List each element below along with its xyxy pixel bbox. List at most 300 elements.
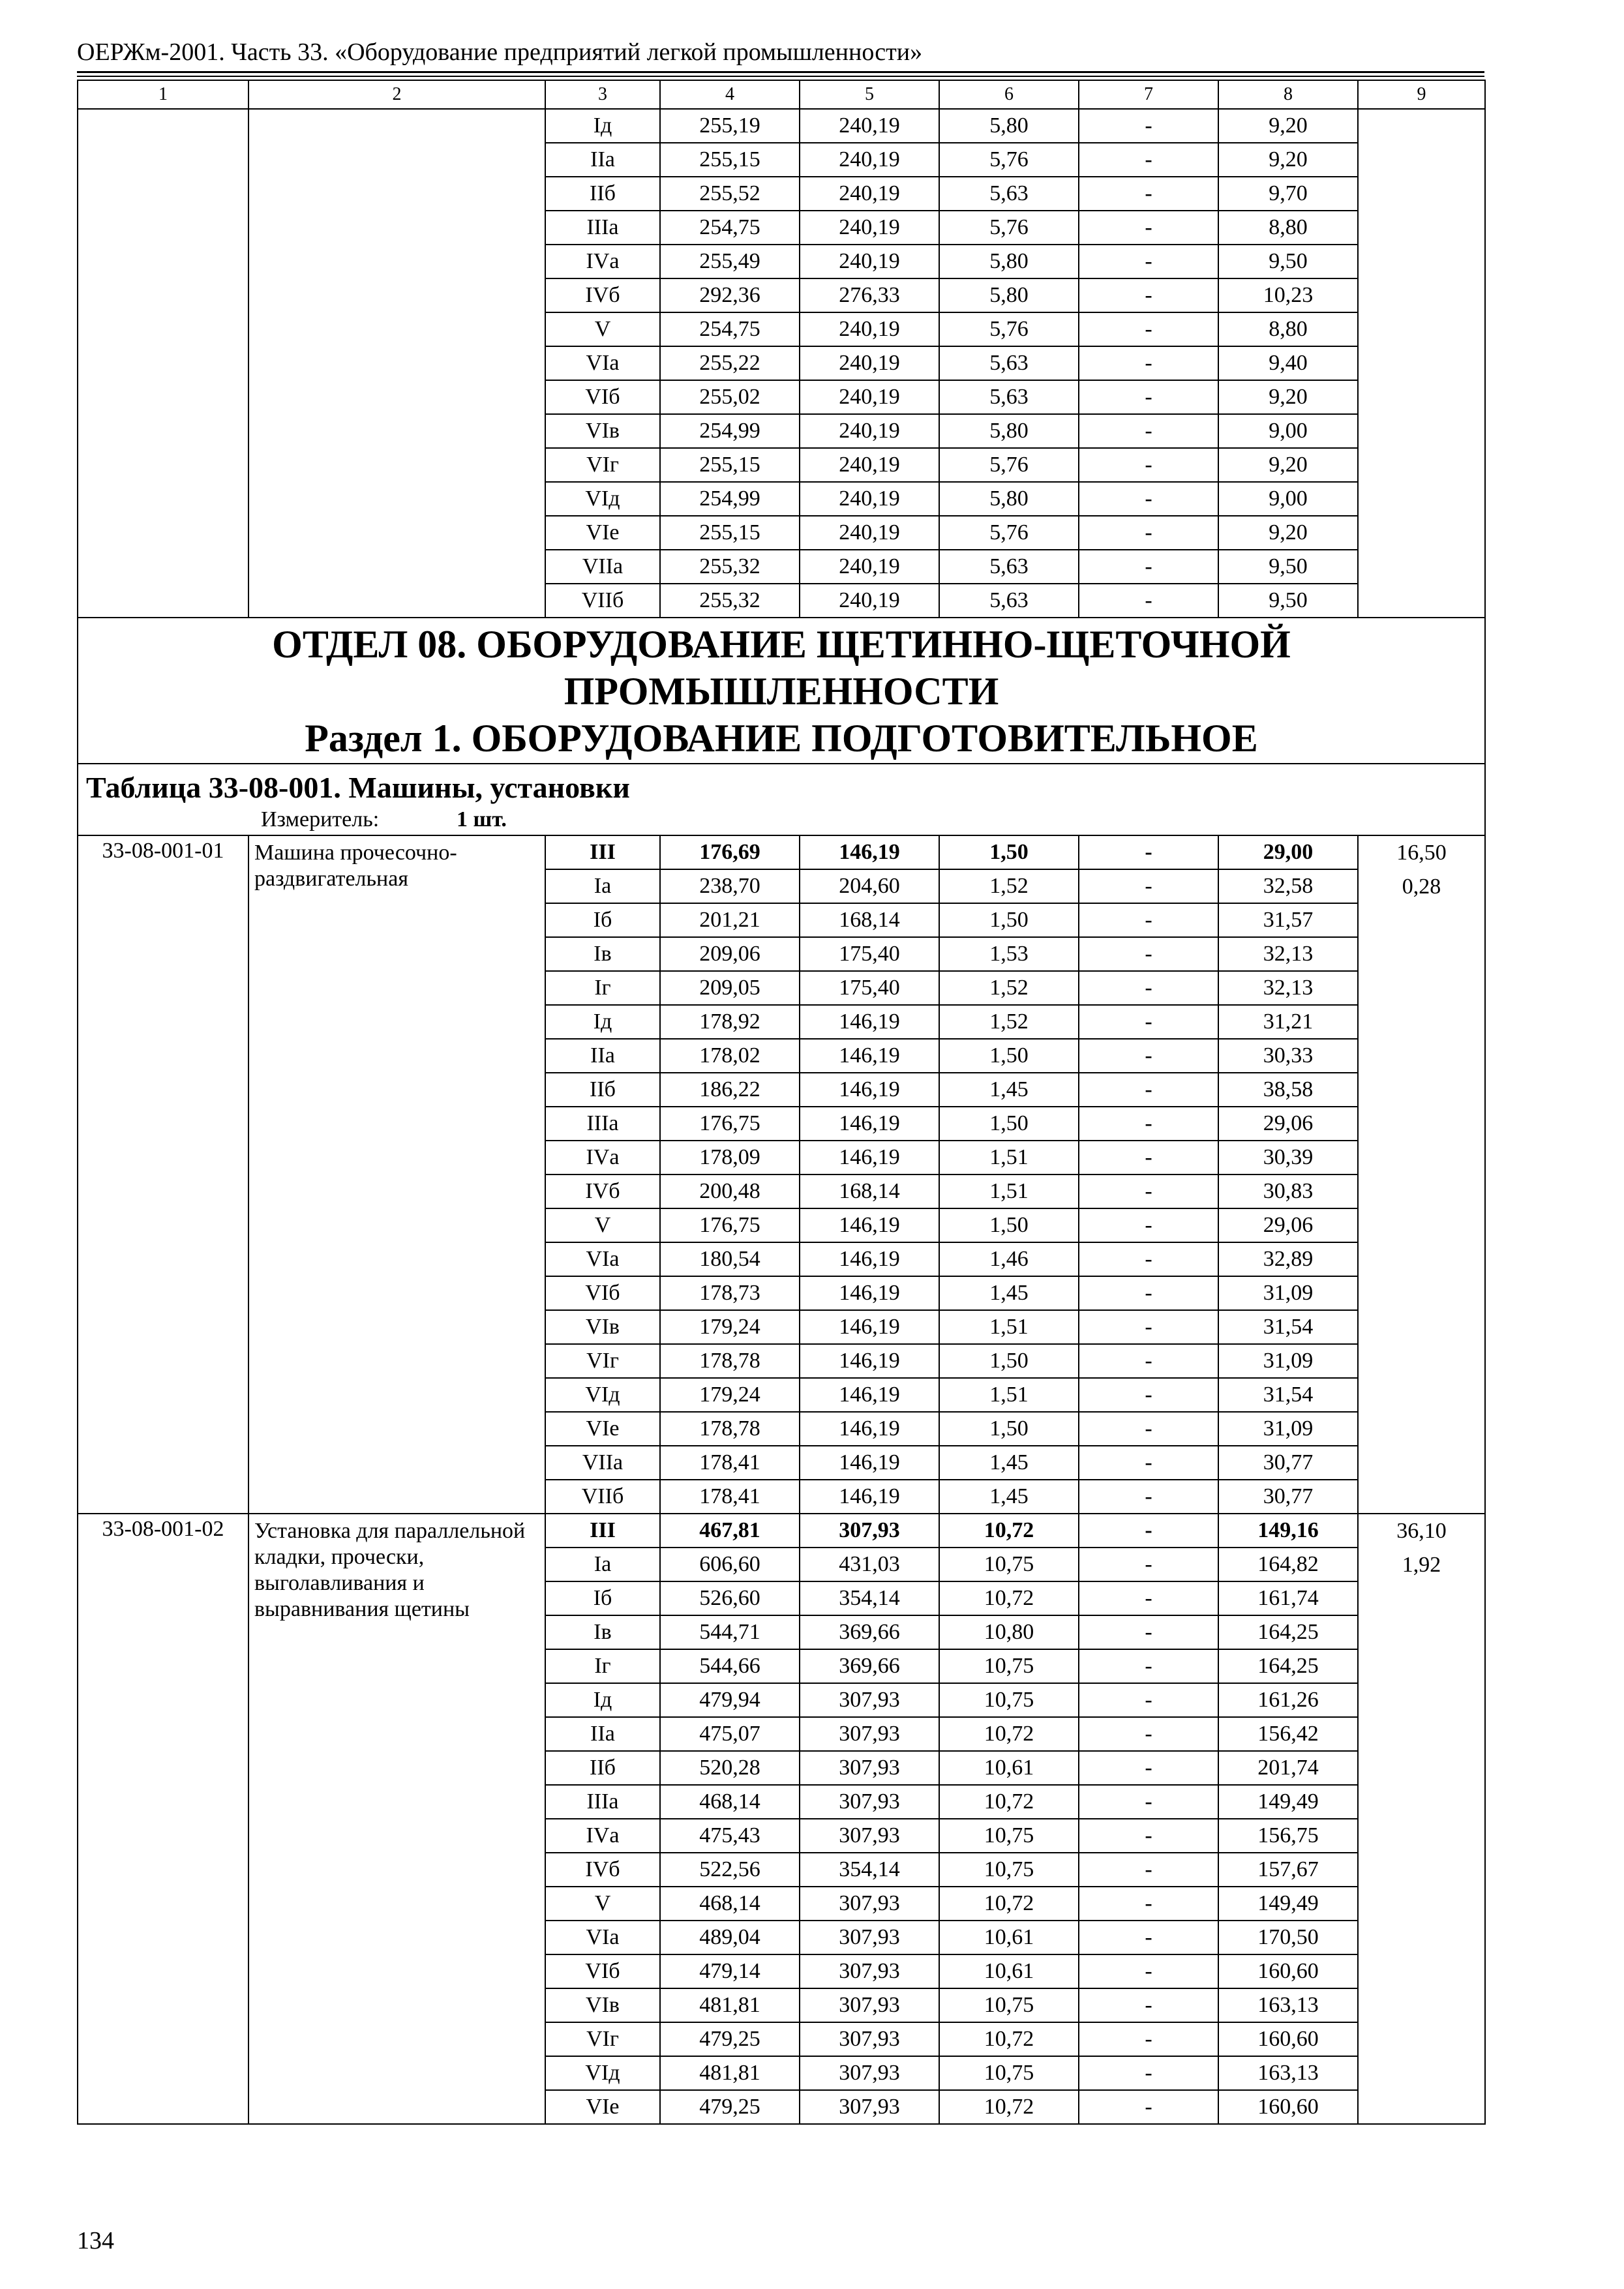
- value-cell: 146,19: [800, 1344, 939, 1378]
- value-cell: -: [1079, 2022, 1218, 2056]
- value-cell: 179,24: [660, 1378, 800, 1412]
- value-cell: 9,20: [1218, 380, 1358, 414]
- value-cell: 176,69: [660, 835, 800, 869]
- value-cell: -: [1079, 516, 1218, 550]
- value-cell: VIг: [545, 1344, 660, 1378]
- value-cell: 168,14: [800, 1174, 939, 1208]
- value-cell: 5,80: [939, 109, 1079, 143]
- value-cell: IVб: [545, 278, 660, 312]
- section-title-line3: Раздел 1. ОБОРУДОВАНИЕ ПОДГОТОВИТЕЛЬНОЕ: [305, 717, 1258, 760]
- value-cell: 149,49: [1218, 1887, 1358, 1921]
- value-cell: 475,07: [660, 1717, 800, 1751]
- value-cell: 146,19: [800, 1412, 939, 1446]
- value-cell: 10,80: [939, 1615, 1079, 1649]
- value-cell: 146,19: [800, 1242, 939, 1276]
- value-cell: 369,66: [800, 1615, 939, 1649]
- value-cell: -: [1079, 1649, 1218, 1683]
- value-cell: 9,00: [1218, 414, 1358, 448]
- value-cell: 240,19: [800, 346, 939, 380]
- value-cell: 5,63: [939, 380, 1079, 414]
- value-cell: 479,94: [660, 1683, 800, 1717]
- value-cell: -: [1079, 1853, 1218, 1887]
- value-cell: IIа: [545, 1717, 660, 1751]
- value-cell: 5,63: [939, 550, 1079, 584]
- value-cell: 5,76: [939, 448, 1079, 482]
- value-cell: Iг: [545, 971, 660, 1005]
- value-cell: 146,19: [800, 1276, 939, 1310]
- value-cell: 156,42: [1218, 1717, 1358, 1751]
- value-cell: 10,61: [939, 1751, 1079, 1785]
- value-cell: 9,20: [1218, 109, 1358, 143]
- value-cell: 29,06: [1218, 1208, 1358, 1242]
- table-row: [78, 1514, 1485, 1548]
- value-cell: -: [1079, 1988, 1218, 2022]
- table-row: [78, 835, 1485, 869]
- value-cell: -: [1079, 278, 1218, 312]
- value-cell: V: [545, 312, 660, 346]
- value-cell: 544,66: [660, 1649, 800, 1683]
- value-cell: 240,19: [800, 245, 939, 278]
- value-cell: 1,45: [939, 1276, 1079, 1310]
- value-cell: Iд: [545, 109, 660, 143]
- value-cell: VIг: [545, 2022, 660, 2056]
- value-cell: 163,13: [1218, 2056, 1358, 2090]
- value-cell: Iд: [545, 1683, 660, 1717]
- value-cell: 178,92: [660, 1005, 800, 1039]
- value-cell: VIб: [545, 380, 660, 414]
- value-cell: 1,50: [939, 1039, 1079, 1073]
- table-title: Таблица 33-08-001. Машины, установки: [86, 771, 630, 804]
- value-cell: 32,89: [1218, 1242, 1358, 1276]
- value-cell: 240,19: [800, 312, 939, 346]
- value-cell: 146,19: [800, 1378, 939, 1412]
- item-code: 33-08-001-02: [78, 1514, 248, 2124]
- value-cell: 240,19: [800, 482, 939, 516]
- value-cell: -: [1079, 1683, 1218, 1717]
- value-cell: 178,41: [660, 1480, 800, 1514]
- value-cell: 255,15: [660, 448, 800, 482]
- value-cell: 307,93: [800, 1954, 939, 1988]
- value-cell: Iа: [545, 869, 660, 903]
- value-cell: 479,25: [660, 2022, 800, 2056]
- value-cell: -: [1079, 448, 1218, 482]
- value-cell: 1,45: [939, 1073, 1079, 1107]
- value-cell: -: [1079, 550, 1218, 584]
- value-cell: -: [1079, 1141, 1218, 1174]
- header-rule-thin: [77, 76, 1484, 77]
- value-cell: -: [1079, 1073, 1218, 1107]
- value-cell: 9,40: [1218, 346, 1358, 380]
- value-cell: 9,20: [1218, 143, 1358, 177]
- value-cell: IVб: [545, 1853, 660, 1887]
- value-cell: 30,33: [1218, 1039, 1358, 1073]
- value-cell: 178,78: [660, 1344, 800, 1378]
- value-cell: 467,81: [660, 1514, 800, 1548]
- value-cell: 240,19: [800, 177, 939, 211]
- value-cell: 10,72: [939, 2022, 1079, 2056]
- value-cell: 10,75: [939, 1683, 1079, 1717]
- value-cell: 209,05: [660, 971, 800, 1005]
- value-cell: 5,76: [939, 312, 1079, 346]
- value-cell: 522,56: [660, 1853, 800, 1887]
- value-cell: 168,14: [800, 903, 939, 937]
- value-cell: 146,19: [800, 835, 939, 869]
- value-cell: 146,19: [800, 1480, 939, 1514]
- column-number: 3: [545, 80, 660, 109]
- value-cell: 240,19: [800, 550, 939, 584]
- value-cell: VIб: [545, 1954, 660, 1988]
- value-cell: 1,51: [939, 1141, 1079, 1174]
- value-cell: 161,26: [1218, 1683, 1358, 1717]
- value-cell: VIе: [545, 1412, 660, 1446]
- value-cell: 146,19: [800, 1208, 939, 1242]
- value-cell: 178,09: [660, 1141, 800, 1174]
- value-cell: -: [1079, 482, 1218, 516]
- value-cell: 10,61: [939, 1954, 1079, 1988]
- value-cell: 606,60: [660, 1548, 800, 1581]
- value-cell: 164,25: [1218, 1649, 1358, 1683]
- value-cell: 255,22: [660, 346, 800, 380]
- column-number: 9: [1358, 80, 1485, 109]
- value-cell: V: [545, 1887, 660, 1921]
- extra-value: 0,28: [1402, 875, 1441, 899]
- value-cell: IIб: [545, 177, 660, 211]
- value-cell: 204,60: [800, 869, 939, 903]
- value-cell: 10,72: [939, 1717, 1079, 1751]
- value-cell: -: [1079, 1174, 1218, 1208]
- value-cell: IIб: [545, 1751, 660, 1785]
- value-cell: IIа: [545, 1039, 660, 1073]
- value-cell: 10,61: [939, 1921, 1079, 1954]
- value-cell: 1,50: [939, 1107, 1079, 1141]
- value-cell: 1,45: [939, 1446, 1079, 1480]
- value-cell: VIа: [545, 1921, 660, 1954]
- value-cell: 10,23: [1218, 278, 1358, 312]
- value-cell: 32,13: [1218, 971, 1358, 1005]
- value-cell: -: [1079, 971, 1218, 1005]
- value-cell: 1,52: [939, 1005, 1079, 1039]
- value-cell: 5,76: [939, 211, 1079, 245]
- value-cell: 1,51: [939, 1310, 1079, 1344]
- value-cell: 9,50: [1218, 550, 1358, 584]
- value-cell: 9,70: [1218, 177, 1358, 211]
- value-cell: 149,16: [1218, 1514, 1358, 1548]
- value-cell: 10,75: [939, 1649, 1079, 1683]
- item-extra: [1358, 1514, 1485, 2124]
- value-cell: 9,50: [1218, 245, 1358, 278]
- value-cell: 31,09: [1218, 1276, 1358, 1310]
- value-cell: -: [1079, 245, 1218, 278]
- section-header-row: [78, 618, 1485, 764]
- value-cell: 161,74: [1218, 1581, 1358, 1615]
- value-cell: 481,81: [660, 2056, 800, 2090]
- value-cell: III: [545, 835, 660, 869]
- value-cell: VIв: [545, 1988, 660, 2022]
- value-cell: VIе: [545, 516, 660, 550]
- value-cell: 156,75: [1218, 1819, 1358, 1853]
- value-cell: 31,54: [1218, 1310, 1358, 1344]
- value-cell: 10,75: [939, 1819, 1079, 1853]
- value-cell: 32,13: [1218, 937, 1358, 971]
- value-cell: 240,19: [800, 414, 939, 448]
- value-cell: 544,71: [660, 1615, 800, 1649]
- column-number: 8: [1218, 80, 1358, 109]
- page-number: 134: [77, 2227, 114, 2254]
- value-cell: -: [1079, 143, 1218, 177]
- value-cell: -: [1079, 1819, 1218, 1853]
- value-cell: -: [1079, 1785, 1218, 1819]
- value-cell: III: [545, 1514, 660, 1548]
- value-cell: 240,19: [800, 211, 939, 245]
- value-cell: 489,04: [660, 1921, 800, 1954]
- value-cell: 1,53: [939, 937, 1079, 971]
- value-cell: 354,14: [800, 1581, 939, 1615]
- value-cell: 10,75: [939, 1988, 1079, 2022]
- value-cell: 1,52: [939, 971, 1079, 1005]
- value-cell: 186,22: [660, 1073, 800, 1107]
- value-cell: VIIа: [545, 1446, 660, 1480]
- column-number-row: [78, 80, 1485, 109]
- value-cell: 9,50: [1218, 584, 1358, 618]
- extra-value: 16,50: [1396, 841, 1447, 865]
- value-cell: IVа: [545, 245, 660, 278]
- value-cell: -: [1079, 1581, 1218, 1615]
- value-cell: 255,32: [660, 584, 800, 618]
- value-cell: -: [1079, 380, 1218, 414]
- value-cell: 1,50: [939, 1412, 1079, 1446]
- value-cell: 307,93: [800, 1717, 939, 1751]
- value-cell: 149,49: [1218, 1785, 1358, 1819]
- header-rule: [77, 71, 1484, 73]
- value-cell: VIIа: [545, 550, 660, 584]
- value-cell: 160,60: [1218, 1954, 1358, 1988]
- value-cell: 178,73: [660, 1276, 800, 1310]
- value-cell: 526,60: [660, 1581, 800, 1615]
- value-cell: 1,50: [939, 1344, 1079, 1378]
- value-cell: Iв: [545, 1615, 660, 1649]
- column-number: 5: [800, 80, 939, 109]
- column-number: 2: [248, 80, 545, 109]
- value-cell: 1,46: [939, 1242, 1079, 1276]
- value-cell: 8,80: [1218, 211, 1358, 245]
- value-cell: -: [1079, 414, 1218, 448]
- value-cell: -: [1079, 1514, 1218, 1548]
- value-cell: VIб: [545, 1276, 660, 1310]
- value-cell: 481,81: [660, 1988, 800, 2022]
- value-cell: -: [1079, 869, 1218, 903]
- value-cell: 479,25: [660, 2090, 800, 2124]
- norms-table: [77, 80, 1486, 2125]
- value-cell: 255,15: [660, 516, 800, 550]
- value-cell: 30,77: [1218, 1480, 1358, 1514]
- value-cell: 307,93: [800, 1785, 939, 1819]
- value-cell: IVа: [545, 1819, 660, 1853]
- value-cell: -: [1079, 1615, 1218, 1649]
- item-name: Установка для параллельной кладки, прочески, выголавливания и выравнивания щетины: [248, 1514, 545, 2124]
- value-cell: 307,93: [800, 1683, 939, 1717]
- value-cell: 176,75: [660, 1107, 800, 1141]
- value-cell: 209,06: [660, 937, 800, 971]
- value-cell: 5,63: [939, 346, 1079, 380]
- value-cell: 178,02: [660, 1039, 800, 1073]
- value-cell: V: [545, 1208, 660, 1242]
- value-cell: 1,50: [939, 903, 1079, 937]
- value-cell: -: [1079, 1921, 1218, 1954]
- section-title-line2: ПРОМЫШЛЕННОСТИ: [564, 670, 999, 713]
- value-cell: 5,76: [939, 516, 1079, 550]
- value-cell: 178,41: [660, 1446, 800, 1480]
- value-cell: 146,19: [800, 1310, 939, 1344]
- value-cell: VIд: [545, 2056, 660, 2090]
- value-cell: 292,36: [660, 278, 800, 312]
- value-cell: 254,99: [660, 482, 800, 516]
- value-cell: 238,70: [660, 869, 800, 903]
- value-cell: 10,72: [939, 1887, 1079, 1921]
- value-cell: 255,15: [660, 143, 800, 177]
- value-cell: 240,19: [800, 584, 939, 618]
- value-cell: -: [1079, 1480, 1218, 1514]
- value-cell: 5,80: [939, 278, 1079, 312]
- value-cell: 10,75: [939, 2056, 1079, 2090]
- value-cell: 255,32: [660, 550, 800, 584]
- value-cell: 10,72: [939, 1581, 1079, 1615]
- column-number: 1: [78, 80, 248, 109]
- value-cell: IIб: [545, 1073, 660, 1107]
- value-cell: -: [1079, 903, 1218, 937]
- value-cell: Iа: [545, 1548, 660, 1581]
- value-cell: -: [1079, 1344, 1218, 1378]
- value-cell: -: [1079, 835, 1218, 869]
- item-name: Машина прочесочно-раздвигательная: [248, 835, 545, 1514]
- value-cell: 180,54: [660, 1242, 800, 1276]
- value-cell: 10,72: [939, 1514, 1079, 1548]
- table-caption: [78, 764, 1485, 835]
- value-cell: 175,40: [800, 937, 939, 971]
- value-cell: VIе: [545, 2090, 660, 2124]
- value-cell: 255,19: [660, 109, 800, 143]
- value-cell: 29,00: [1218, 835, 1358, 869]
- value-cell: 31,09: [1218, 1412, 1358, 1446]
- value-cell: 5,80: [939, 245, 1079, 278]
- value-cell: 31,54: [1218, 1378, 1358, 1412]
- value-cell: 240,19: [800, 109, 939, 143]
- value-cell: 1,50: [939, 1208, 1079, 1242]
- value-cell: 8,80: [1218, 312, 1358, 346]
- value-cell: 176,75: [660, 1208, 800, 1242]
- value-cell: Iб: [545, 903, 660, 937]
- value-cell: 255,02: [660, 380, 800, 414]
- value-cell: 431,03: [800, 1548, 939, 1581]
- value-cell: 307,93: [800, 2056, 939, 2090]
- table-title-row: [78, 764, 1485, 835]
- value-cell: -: [1079, 1107, 1218, 1141]
- value-cell: 10,72: [939, 2090, 1079, 2124]
- section-header: [78, 618, 1485, 764]
- value-cell: 307,93: [800, 2090, 939, 2124]
- column-number: 7: [1079, 80, 1218, 109]
- value-cell: 146,19: [800, 1005, 939, 1039]
- value-cell: IVб: [545, 1174, 660, 1208]
- value-cell: -: [1079, 1276, 1218, 1310]
- value-cell: VIг: [545, 448, 660, 482]
- value-cell: 1,45: [939, 1480, 1079, 1514]
- value-cell: -: [1079, 211, 1218, 245]
- value-cell: -: [1079, 109, 1218, 143]
- value-cell: -: [1079, 1446, 1218, 1480]
- value-cell: VIIб: [545, 584, 660, 618]
- value-cell: 5,63: [939, 584, 1079, 618]
- value-cell: -: [1079, 1039, 1218, 1073]
- value-cell: 157,67: [1218, 1853, 1358, 1887]
- value-cell: -: [1079, 1412, 1218, 1446]
- value-cell: 369,66: [800, 1649, 939, 1683]
- value-cell: Iг: [545, 1649, 660, 1683]
- item-extra: [1358, 835, 1485, 1514]
- value-cell: -: [1079, 1954, 1218, 1988]
- value-cell: 1,50: [939, 835, 1079, 869]
- value-cell: 146,19: [800, 1073, 939, 1107]
- value-cell: VIв: [545, 1310, 660, 1344]
- value-cell: 32,58: [1218, 869, 1358, 903]
- value-cell: 178,78: [660, 1412, 800, 1446]
- value-cell: 307,93: [800, 1887, 939, 1921]
- value-cell: 146,19: [800, 1446, 939, 1480]
- value-cell: 201,74: [1218, 1751, 1358, 1785]
- value-cell: 254,75: [660, 211, 800, 245]
- value-cell: VIв: [545, 414, 660, 448]
- column-number: 6: [939, 80, 1079, 109]
- value-cell: 175,40: [800, 971, 939, 1005]
- unit-label: Измеритель:: [261, 807, 380, 831]
- value-cell: 146,19: [800, 1141, 939, 1174]
- value-cell: 200,48: [660, 1174, 800, 1208]
- value-cell: 179,24: [660, 1310, 800, 1344]
- value-cell: 10,75: [939, 1548, 1079, 1581]
- value-cell: 307,93: [800, 1921, 939, 1954]
- value-cell: -: [1079, 1005, 1218, 1039]
- value-cell: 30,77: [1218, 1446, 1358, 1480]
- value-cell: -: [1079, 1887, 1218, 1921]
- value-cell: IIIа: [545, 1785, 660, 1819]
- value-cell: -: [1079, 584, 1218, 618]
- table-row: [78, 109, 1485, 143]
- value-cell: Iв: [545, 937, 660, 971]
- value-cell: 240,19: [800, 143, 939, 177]
- value-cell: 468,14: [660, 1887, 800, 1921]
- value-cell: 146,19: [800, 1107, 939, 1141]
- value-cell: 475,43: [660, 1819, 800, 1853]
- value-cell: VIд: [545, 482, 660, 516]
- value-cell: 10,72: [939, 1785, 1079, 1819]
- value-cell: VIIб: [545, 1480, 660, 1514]
- value-cell: 170,50: [1218, 1921, 1358, 1954]
- document-header: ОЕРЖм-2001. Часть 33. «Оборудование предприятий легкой промышленности»: [77, 38, 923, 66]
- value-cell: 9,20: [1218, 448, 1358, 482]
- value-cell: -: [1079, 937, 1218, 971]
- unit-row: [86, 805, 1484, 835]
- value-cell: -: [1079, 312, 1218, 346]
- value-cell: 307,93: [800, 1751, 939, 1785]
- value-cell: 1,51: [939, 1174, 1079, 1208]
- value-cell: -: [1079, 1378, 1218, 1412]
- value-cell: IIIа: [545, 211, 660, 245]
- value-cell: 31,21: [1218, 1005, 1358, 1039]
- value-cell: Iб: [545, 1581, 660, 1615]
- unit-value: 1 шт.: [457, 807, 507, 831]
- value-cell: 5,80: [939, 414, 1079, 448]
- extra-value: 36,10: [1396, 1519, 1447, 1543]
- value-cell: 5,76: [939, 143, 1079, 177]
